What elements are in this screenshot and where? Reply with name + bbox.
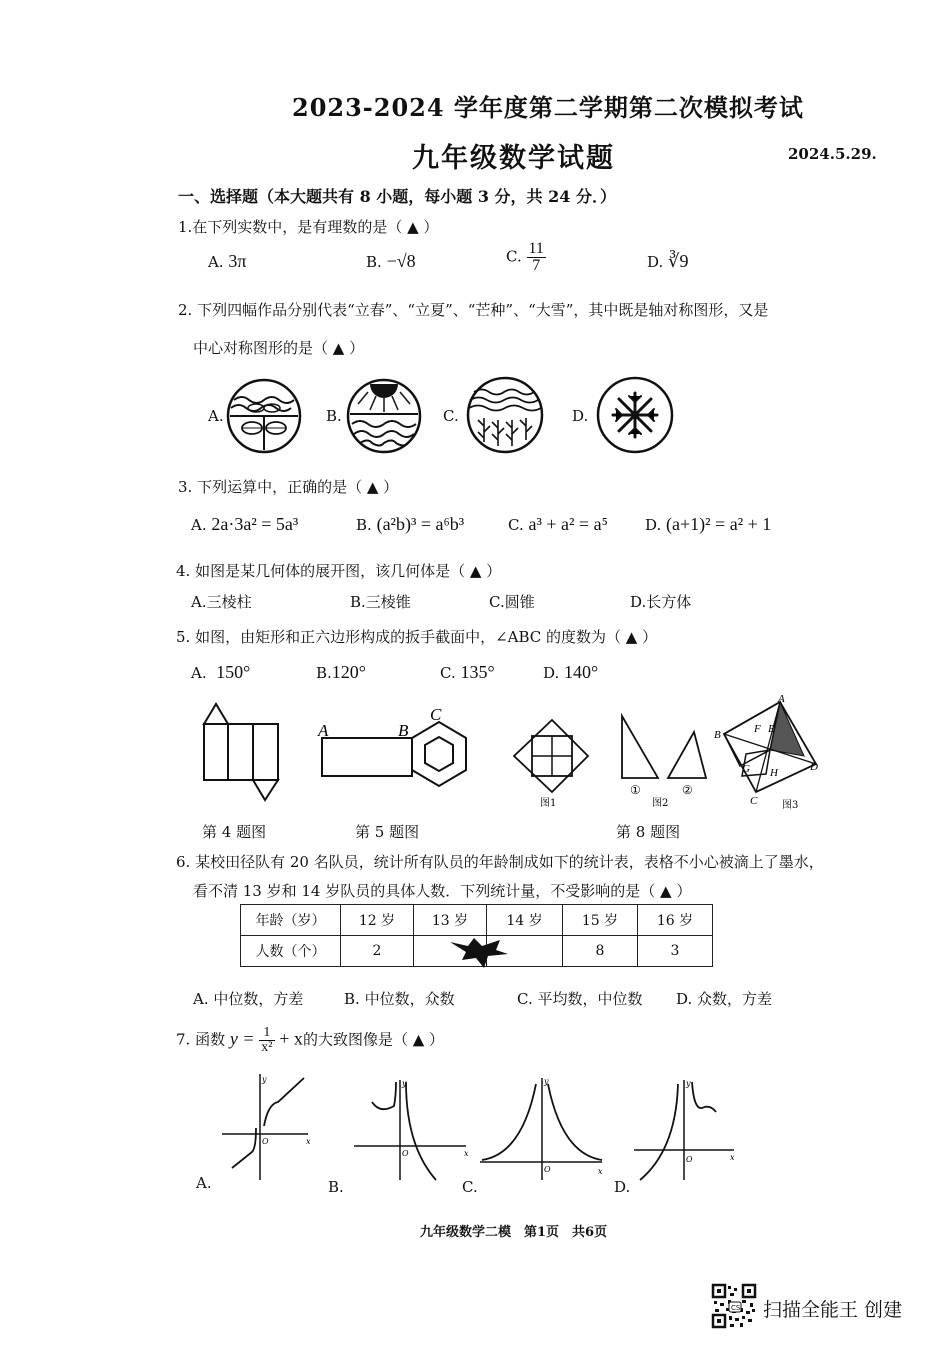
table-cell: 3 [638, 936, 713, 967]
paper-title: 九年级数学试题 [412, 143, 615, 174]
exam-title: 2023-2024 学年度第二学期第二次模拟考试 [292, 93, 804, 122]
page-footer: 九年级数学二模 第1页 共6页 [420, 1225, 608, 1240]
q4-stem: 4. 如图是某几何体的展开图，该几何体是（ ▲ ） [176, 562, 502, 580]
section-heading: 一、选择题（本大题共有 8 小题，每小题 3 分，共 24 分．） [178, 187, 616, 206]
q8-fig3-point-b: B [714, 729, 721, 741]
table-cell: 8 [563, 936, 638, 967]
q8-fig3 [712, 694, 824, 810]
q2-option-d-artwork [596, 376, 674, 454]
q5-point-c: C [430, 705, 442, 724]
q8-fig2-caption: 图2 [652, 798, 669, 809]
table-cell: 16 岁 [638, 905, 713, 936]
q3-option-a: A. 2a·3a² = 5a³ [191, 514, 299, 534]
q7-graph-b [350, 1076, 470, 1186]
q6-option-a: A. 中位数，方差 [193, 990, 304, 1008]
table-cell: 12 岁 [341, 905, 414, 936]
q5-point-b: B [398, 721, 409, 740]
q4-option-d: D.长方体 [630, 593, 692, 611]
q5-option-d: D. 140° [543, 662, 599, 682]
q8-fig3-point-h: H [770, 767, 778, 779]
q1-option-b: B. −√8 [366, 251, 416, 271]
q6-option-d: D. 众数，方差 [676, 990, 773, 1008]
q7-b-origin: O [402, 1149, 409, 1158]
q7-label-c: C. [462, 1178, 478, 1196]
q8-fig3-caption: 图3 [782, 800, 799, 811]
svg-text:CS: CS [731, 1304, 741, 1312]
q7-c-y-label: y [544, 1077, 549, 1086]
q6-stem-line1: 6. 某校田径队有 20 名队员，统计所有队员的年龄制成如下的统计表，表格不小心被滴上了墨水， [176, 853, 824, 871]
q5-option-c: C. 135° [440, 662, 495, 682]
q7-a-y-label: y [262, 1075, 267, 1084]
q4-net-figure [196, 700, 286, 805]
q7-label-d: D. [614, 1178, 631, 1196]
q5-stem: 5. 如图，由矩形和正六边形构成的扳手截面中，∠ABC 的度数为（ ▲ ） [176, 628, 658, 646]
q1-option-c: C. $\frac{11}{7}$ [506, 240, 544, 274]
q7-label-a: A. [196, 1174, 212, 1192]
q1-option-d: D. ∛9 [647, 251, 689, 271]
q8-fig3-point-d: D [810, 761, 818, 773]
q2-option-c-artwork [466, 376, 544, 454]
q2-option-b-artwork [346, 378, 422, 454]
q7-b-y-label: y [402, 1079, 407, 1088]
exam-date: 2024.5.29. [788, 145, 877, 163]
table-cell: 15 岁 [563, 905, 638, 936]
q7-graph-a [218, 1068, 314, 1188]
q8-fig2-mark-1: ① [630, 783, 641, 797]
q5-wrench-figure [314, 705, 474, 798]
q2-label-d: D. [572, 407, 589, 425]
q3-option-b: B. (a²b)³ = a⁶b³ [356, 514, 465, 534]
q5-option-b: B.120° [316, 662, 366, 682]
q4-figure-caption: 第 4 题图 [202, 823, 267, 841]
q8-fig3-point-e: E [768, 723, 775, 735]
q5-point-a: A [318, 721, 329, 740]
q6-option-c: C. 平均数，中位数 [517, 990, 643, 1008]
scanner-brand: 扫描全能王 创建 [763, 1299, 903, 1321]
q7-graph-d [630, 1076, 740, 1186]
q7-d-origin: O [686, 1155, 693, 1164]
q5-figure-caption: 第 5 题图 [355, 823, 420, 841]
q8-fig1 [510, 716, 592, 808]
q2-label-b: B. [326, 407, 342, 425]
q4-option-b: B.三棱锥 [350, 593, 411, 611]
q8-fig3-point-g: G [742, 763, 750, 775]
q8-fig1-caption: 图1 [540, 798, 557, 809]
q4-option-c: C.圆锥 [489, 593, 535, 611]
q8-fig3-point-f: F [754, 723, 761, 735]
q8-fig2 [612, 712, 712, 808]
q3-stem: 3. 下列运算中，正确的是（ ▲ ） [178, 478, 399, 496]
q7-d-x-label: x [730, 1153, 735, 1162]
q6-stem-line2: 看不清 13 岁和 14 岁队员的具体人数．下列统计量，不受影响的是（ ▲ ） [193, 882, 692, 900]
table-row-header [241, 905, 713, 936]
q2-option-a-artwork [226, 378, 302, 454]
q2-stem-line1: 2. 下列四幅作品分别代表“立春”、“立夏”、“芒种”、“大雪”，其中既是轴对称图形，又是 [178, 301, 769, 319]
q7-a-x-label: x [306, 1137, 311, 1146]
table-cell: 年龄（岁） [241, 905, 341, 936]
table-cell: 人数（个） [241, 936, 341, 967]
q7-label-b: B. [328, 1178, 344, 1196]
q7-a-origin: O [262, 1137, 269, 1146]
q2-label-c: C. [443, 407, 459, 425]
ink-blot [448, 934, 510, 970]
q5-option-a: A. 150° [191, 662, 251, 682]
q7-c-x-label: x [598, 1167, 603, 1176]
q4-option-a: A.三棱柱 [191, 593, 252, 611]
q8-figure-caption: 第 8 题图 [616, 823, 681, 841]
qr-code-icon [712, 1284, 756, 1328]
q2-label-a: A. [208, 407, 224, 425]
q8-fig3-point-a: A [778, 693, 785, 705]
table-cell: 13 岁 [414, 905, 487, 936]
table-cell: 14 岁 [487, 905, 563, 936]
q1-option-a: A. 3π [208, 251, 247, 271]
q3-option-d: D. (a+1)² = a² + 1 [645, 514, 772, 534]
q8-fig3-point-c: C [750, 795, 758, 807]
q1-stem: 1.在下列实数中，是有理数的是（ ▲ ） [178, 218, 439, 236]
q7-b-x-label: x [464, 1149, 469, 1158]
q8-fig2-mark-2: ② [682, 783, 693, 797]
q2-stem-line2: 中心对称图形的是（ ▲ ） [193, 339, 365, 357]
q3-option-c: C. a³ + a² = a⁵ [508, 514, 608, 534]
q7-stem: 7. 函数 y = $\frac{1}{\text{x²}}$ + x的大致图像是（ ▲ ） [176, 1025, 445, 1055]
q7-graph-c [478, 1074, 608, 1184]
table-cell: 2 [341, 936, 414, 967]
q6-option-b: B. 中位数，众数 [344, 990, 455, 1008]
q7-c-origin: O [544, 1165, 551, 1174]
q7-d-y-label: y [686, 1079, 691, 1088]
